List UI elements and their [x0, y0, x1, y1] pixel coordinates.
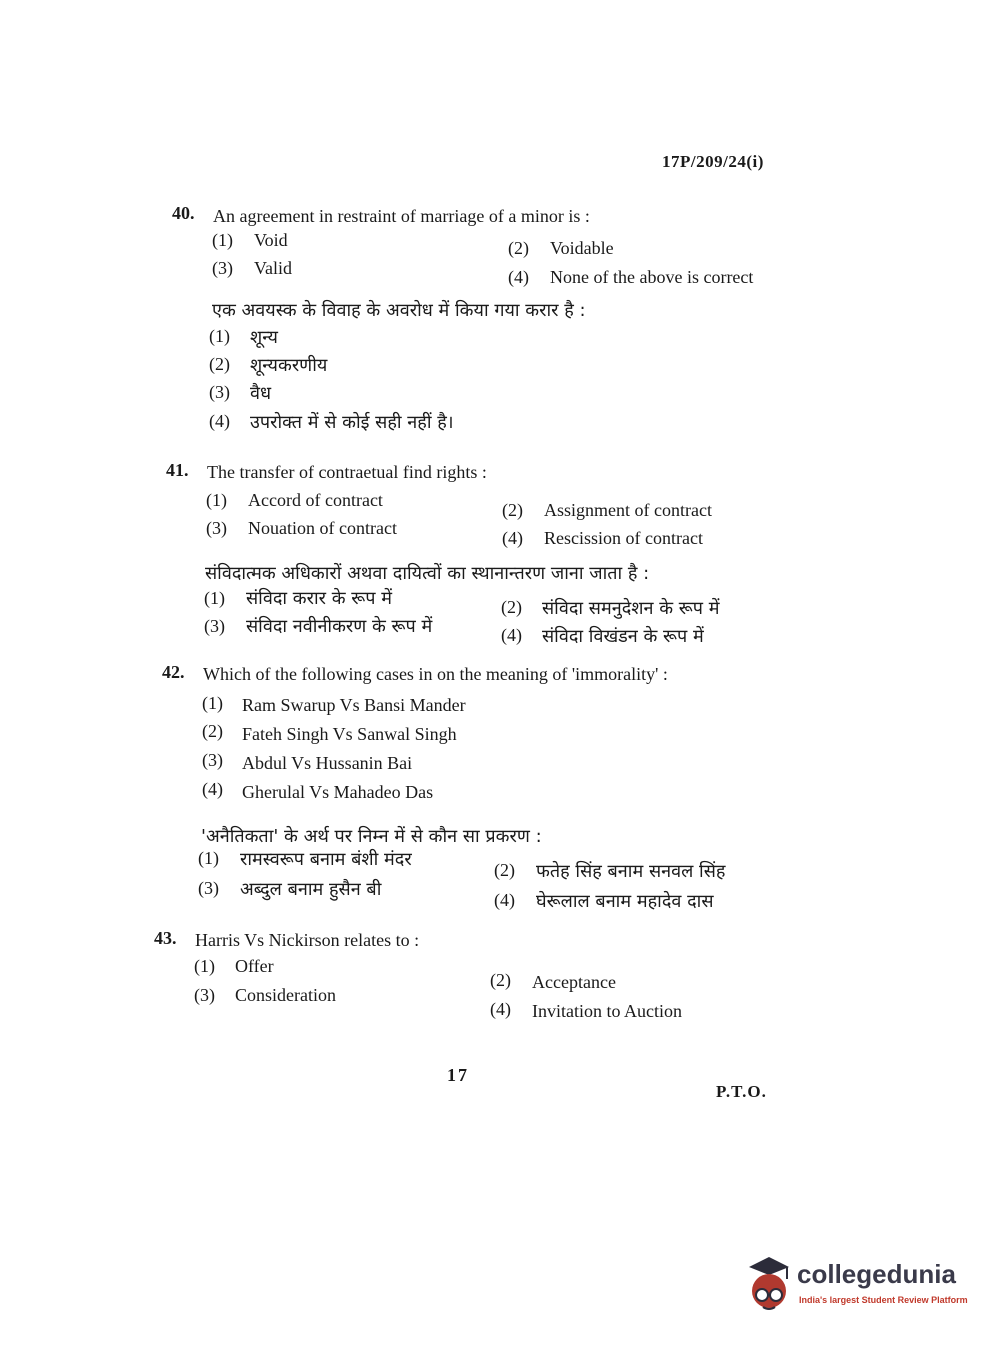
option-label-hindi: फतेह सिंह बनाम सनवल सिंह: [536, 861, 726, 882]
option-number: (3): [194, 985, 215, 1005]
option-label-hindi: उपरोक्त में से कोई सही नहीं है।: [250, 412, 454, 433]
option-number: (1): [194, 956, 215, 976]
question-text: Which of the following cases in on the meaning of 'immorality' :: [203, 664, 668, 684]
option-number: (4): [502, 528, 523, 548]
option-label-hindi: शून्यकरणीय: [250, 355, 328, 376]
option-label-hindi: संविदा नवीनीकरण के रूप में: [246, 616, 433, 637]
option-number: (2): [501, 597, 522, 617]
option-label: Nouation of contract: [248, 518, 397, 538]
option-label: Abdul Vs Hussanin Bai: [242, 753, 413, 773]
paper-code: 17P/209/24(i): [662, 152, 764, 171]
option-label: Rescission of contract: [544, 528, 703, 548]
option-number: (4): [501, 625, 522, 645]
question-text-hindi: एक अवयस्क के विवाह के अवरोध में किया गया करार है :: [212, 300, 586, 321]
option-label-hindi: रामस्वरूप बनाम बंशी मंदर: [240, 849, 412, 870]
option-number: (2): [494, 860, 515, 880]
option-label: Accord of contract: [248, 490, 383, 510]
question-text: An agreement in restraint of marriage of a minor is :: [213, 206, 590, 226]
option-number: (3): [209, 382, 230, 402]
question-text-hindi: 'अनैतिकता' के अर्थ पर निम्न में से कौन सा प्रकरण :: [201, 826, 542, 847]
option-number: (1): [204, 588, 225, 608]
option-label: Assignment of contract: [544, 500, 712, 520]
question-number: 43.: [154, 928, 177, 948]
option-number: (1): [212, 230, 233, 250]
option-number: (2): [209, 354, 230, 374]
option-number: (2): [202, 721, 223, 741]
option-number: (4): [494, 890, 515, 910]
option-number: (4): [209, 411, 230, 431]
option-number: (4): [508, 267, 529, 287]
option-number: (2): [508, 238, 529, 258]
option-label-hindi: शून्य: [250, 327, 278, 348]
question-number: 42.: [162, 662, 185, 682]
question-number: 41.: [166, 460, 189, 480]
option-label: Invitation to Auction: [532, 1001, 682, 1021]
question-text: Harris Vs Nickirson relates to :: [195, 930, 420, 950]
page-number: 17: [447, 1065, 469, 1085]
option-label: Acceptance: [532, 972, 616, 992]
brand-tagline: India's largest Student Review Platform: [799, 1295, 968, 1305]
option-number: (1): [198, 848, 219, 868]
option-number: (1): [206, 490, 227, 510]
question-text-hindi: संविदात्मक अधिकारों अथवा दायित्वों का स्थानान्तरण जाना जाता है :: [205, 563, 650, 584]
option-label: Void: [254, 230, 288, 250]
option-number: (2): [502, 500, 523, 520]
option-number: (4): [202, 779, 223, 799]
option-label-hindi: संविदा विखंडन के रूप में: [542, 626, 704, 647]
option-number: (2): [490, 970, 511, 990]
option-label: Valid: [254, 258, 292, 278]
collegedunia-logo: [741, 1253, 971, 1323]
question-text: The transfer of contraetual find rights :: [207, 462, 487, 482]
pto-label: P.T.O.: [716, 1082, 767, 1101]
option-number: (1): [209, 326, 230, 346]
option-label-hindi: घेरूलाल बनाम महादेव दास: [536, 891, 714, 912]
option-label: Offer: [235, 956, 274, 976]
option-label-hindi: संविदा करार के रूप में: [246, 588, 392, 609]
option-number: (4): [490, 999, 511, 1019]
question-number: 40.: [172, 203, 195, 223]
option-number: (3): [204, 616, 225, 636]
option-number: (3): [198, 878, 219, 898]
option-label-hindi: संविदा समनुदेशन के रूप में: [542, 598, 720, 619]
option-label-hindi: अब्दुल बनाम हुसैन बी: [240, 879, 382, 900]
option-number: (3): [212, 258, 233, 278]
option-label: Gherulal Vs Mahadeo Das: [242, 782, 434, 802]
mascot-icon: [741, 1253, 797, 1315]
option-label: None of the above is correct: [550, 267, 754, 287]
option-label: Ram Swarup Vs Bansi Mander: [242, 695, 466, 715]
option-number: (1): [202, 693, 223, 713]
option-label: Voidable: [550, 238, 614, 258]
option-label: Fateh Singh Vs Sanwal Singh: [242, 724, 457, 744]
option-number: (3): [206, 518, 227, 538]
option-label: Consideration: [235, 985, 336, 1005]
option-number: (3): [202, 750, 223, 770]
option-label-hindi: वैध: [250, 383, 272, 404]
brand-name: collegedunia: [797, 1259, 956, 1289]
